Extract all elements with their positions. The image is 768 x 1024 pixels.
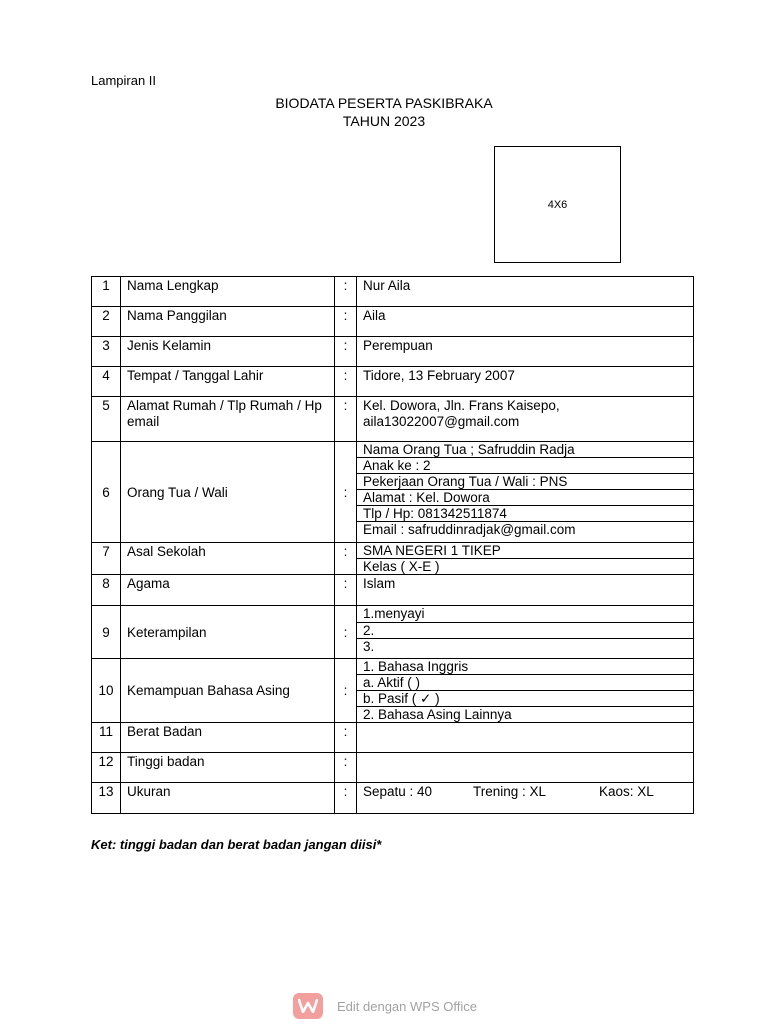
table-row bbox=[92, 337, 694, 367]
field-value: Aila bbox=[357, 307, 694, 337]
colon: : bbox=[335, 397, 357, 442]
colon: : bbox=[335, 783, 357, 814]
language-english: 1. Bahasa Inggris bbox=[357, 659, 693, 675]
school-name: SMA NEGERI 1 TIKEP bbox=[357, 543, 693, 559]
field-label: Nama Lengkap bbox=[121, 277, 335, 307]
field-value bbox=[357, 659, 694, 723]
field-value: Islam bbox=[357, 575, 694, 606]
row-number: 11 bbox=[92, 723, 121, 753]
table-row bbox=[92, 367, 694, 397]
parent-email: Email : safruddinradjak@gmail.com bbox=[363, 522, 576, 537]
document-subtitle-year: TAHUN 2023 bbox=[342, 113, 426, 129]
row-number: 13 bbox=[92, 783, 121, 814]
tracksuit-size: Trening : XL bbox=[473, 784, 547, 799]
row-number: 7 bbox=[92, 543, 121, 575]
table-row bbox=[92, 659, 694, 723]
table-row bbox=[92, 783, 694, 814]
row-number: 1 bbox=[92, 277, 121, 307]
shirt-size: Kaos: XL bbox=[599, 784, 654, 799]
photo-placeholder-box bbox=[494, 146, 621, 263]
colon: : bbox=[335, 307, 357, 337]
wps-watermark-text: Edit dengan WPS Office bbox=[337, 998, 477, 1014]
skill-2: 2. bbox=[357, 623, 693, 639]
colon: : bbox=[335, 442, 357, 543]
lampiran-label: Lampiran II bbox=[91, 73, 157, 88]
field-label: Berat Badan bbox=[121, 723, 335, 753]
field-value bbox=[357, 606, 694, 659]
field-value: Perempuan bbox=[357, 337, 694, 367]
wps-logo-icon bbox=[293, 993, 323, 1019]
colon: : bbox=[335, 723, 357, 753]
table-row bbox=[92, 277, 694, 307]
colon: : bbox=[335, 753, 357, 783]
parent-address: Alamat : Kel. Dowora bbox=[357, 490, 693, 506]
table-row bbox=[92, 307, 694, 337]
field-value bbox=[357, 723, 694, 753]
skill-1: 1.menyayi bbox=[357, 606, 693, 623]
row-number: 3 bbox=[92, 337, 121, 367]
table-row bbox=[92, 753, 694, 783]
footnote: Ket: tinggi badan dan berat badan jangan diisi* bbox=[91, 837, 382, 852]
parent-phone: Tlp / Hp: 081342511874 bbox=[357, 506, 693, 522]
colon: : bbox=[335, 337, 357, 367]
email-line: aila13022007@gmail.com bbox=[363, 414, 520, 429]
field-value: Tidore, 13 February 2007 bbox=[357, 367, 694, 397]
skill-3: 3. bbox=[363, 639, 375, 654]
language-passive: b. Pasif ( ✓ ) bbox=[357, 691, 693, 707]
photo-size-label: 4X6 bbox=[547, 198, 568, 211]
field-value bbox=[357, 783, 694, 814]
row-number: 12 bbox=[92, 753, 121, 783]
field-label: Asal Sekolah bbox=[121, 543, 335, 575]
table-row bbox=[92, 543, 694, 575]
row-number: 10 bbox=[92, 659, 121, 723]
shoe-size: Sepatu : 40 bbox=[363, 784, 433, 799]
field-value bbox=[357, 397, 694, 442]
field-label: Agama bbox=[121, 575, 335, 606]
language-active: a. Aktif ( ) bbox=[357, 675, 693, 691]
table-row bbox=[92, 606, 694, 659]
child-order: Anak ke : 2 bbox=[357, 458, 693, 474]
wps-watermark bbox=[293, 993, 477, 1019]
table-row bbox=[92, 723, 694, 753]
colon: : bbox=[335, 543, 357, 575]
biodata-table bbox=[91, 276, 694, 814]
colon: : bbox=[335, 659, 357, 723]
colon: : bbox=[335, 367, 357, 397]
field-label: Kemampuan Bahasa Asing bbox=[121, 659, 335, 723]
field-value bbox=[357, 442, 694, 543]
colon: : bbox=[335, 606, 357, 659]
parent-name: Nama Orang Tua ; Safruddin Radja bbox=[357, 442, 693, 458]
colon: : bbox=[335, 277, 357, 307]
field-label: Alamat Rumah / Tlp Rumah / Hp email bbox=[121, 397, 335, 442]
row-number: 4 bbox=[92, 367, 121, 397]
field-value bbox=[357, 543, 694, 575]
address-line: Kel. Dowora, Jln. Frans Kaisepo, bbox=[363, 398, 560, 413]
field-label: Tempat / Tanggal Lahir bbox=[121, 367, 335, 397]
field-label: Tinggi badan bbox=[121, 753, 335, 783]
parent-occupation: Pekerjaan Orang Tua / Wali : PNS bbox=[357, 474, 693, 490]
school-class: Kelas ( X-E ) bbox=[363, 559, 440, 574]
row-number: 9 bbox=[92, 606, 121, 659]
field-value: Nur Aila bbox=[357, 277, 694, 307]
field-label: Ukuran bbox=[121, 783, 335, 814]
row-number: 2 bbox=[92, 307, 121, 337]
row-number: 6 bbox=[92, 442, 121, 543]
field-label: Keterampilan bbox=[121, 606, 335, 659]
field-label: Jenis Kelamin bbox=[121, 337, 335, 367]
row-number: 8 bbox=[92, 575, 121, 606]
table-row bbox=[92, 442, 694, 543]
row-number: 5 bbox=[92, 397, 121, 442]
field-label: Orang Tua / Wali bbox=[121, 442, 335, 543]
field-value bbox=[357, 753, 694, 783]
language-other: 2. Bahasa Asing Lainnya bbox=[363, 707, 512, 722]
colon: : bbox=[335, 575, 357, 606]
table-row bbox=[92, 397, 694, 442]
document-title: BIODATA PESERTA PASKIBRAKA bbox=[275, 95, 493, 111]
table-row bbox=[92, 575, 694, 606]
field-label: Nama Panggilan bbox=[121, 307, 335, 337]
